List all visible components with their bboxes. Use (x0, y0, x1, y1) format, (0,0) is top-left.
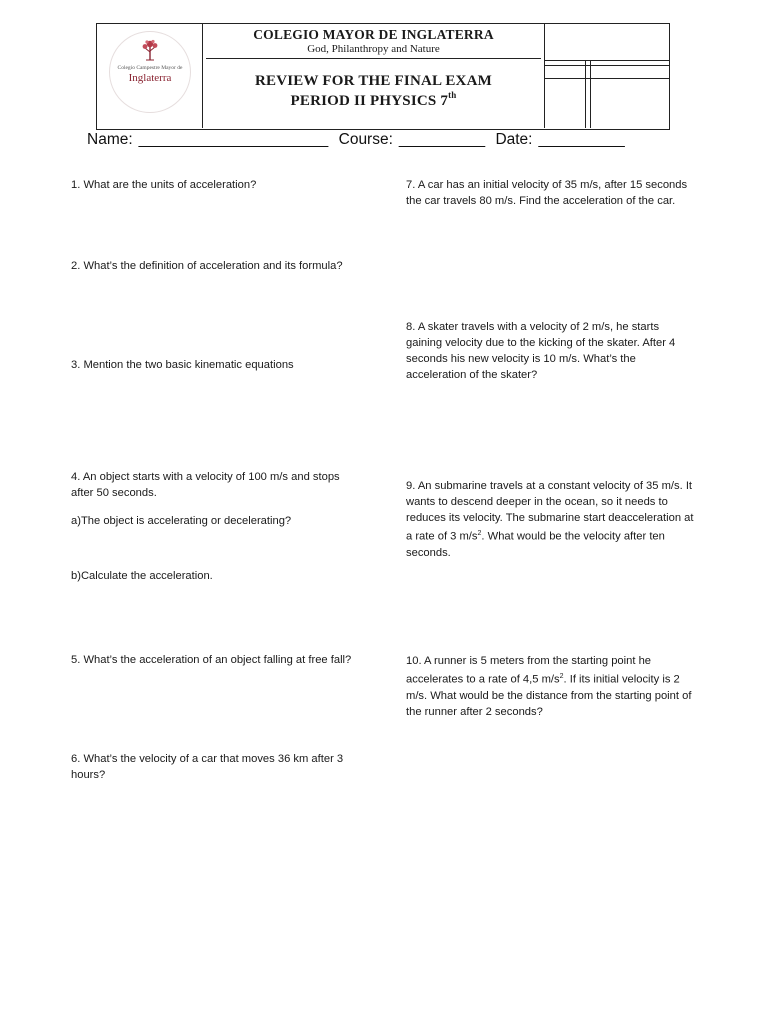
title-divider (206, 58, 541, 59)
header-table (96, 23, 670, 130)
tree-icon (138, 38, 162, 62)
question-9-text-a: 9. An submarine travels at a constant velocity of 35 m/s. It wants to descend deeper in the ocean, so it needs to reduces its velocity. The submarine start deacceleration at a rate of 3 m/s (406, 480, 694, 543)
course-field[interactable]: __________ (398, 131, 486, 148)
question-1: 1. What are the units of acceleration? (71, 179, 257, 191)
date-field[interactable]: __________ (538, 131, 625, 148)
question-10-text-b: . If its initial velocity is 2 m/s. What would be the distance from the starting point of the runner after 2 seconds? (406, 673, 692, 718)
question-4b: b)Calculate the acceleration. (71, 570, 213, 582)
question-4: 4. An object starts with a velocity of 100 m/s and stops after 50 seconds. (71, 471, 340, 499)
question-9 (406, 478, 698, 561)
school-motto: God, Philanthropy and Nature (307, 43, 440, 55)
review-title: REVIEW FOR THE FINAL EXAM (255, 73, 492, 89)
question-3: 3. Mention the two basic kinematic equations (71, 359, 294, 371)
question-4a: a)The object is accelerating or decelerating? (71, 515, 292, 527)
student-info-line (87, 131, 707, 149)
logo-small-text: Colegio Campestre Mayor de (117, 65, 183, 71)
grid-line (590, 60, 591, 128)
name-field[interactable]: ______________________ (138, 131, 329, 148)
course-label: Course: (338, 131, 393, 148)
question-9-text-b: . What would be the velocity after ten seconds. (406, 530, 665, 559)
question-5: 5. What’s the acceleration of an object falling at free fall? (71, 654, 352, 666)
question-10 (406, 653, 698, 720)
grid-line (545, 78, 669, 79)
grid-line (585, 60, 586, 128)
squared-superscript: 2 (477, 530, 482, 537)
question-8: 8. A skater travels with a velocity of 2 m/s, he starts gaining velocity due to the kicking of the skater. After 4 seconds his new velocity is 10 m/s. What’s the acceleration of the skater? (406, 321, 676, 381)
period-title (203, 91, 544, 110)
question-6: 6. What’s the velocity of a car that moves 36 km after 3 hours? (71, 753, 344, 781)
logo-cell (97, 24, 203, 128)
question-7: 7. A car has an initial velocity of 35 m/s, after 15 seconds the car travels 80 m/s. Find the acceleration of the car. (406, 179, 688, 207)
squared-superscript: 2 (559, 673, 564, 680)
logo-big-text: Inglaterra (128, 72, 172, 84)
school-name: COLEGIO MAYOR DE INGLATERRA (253, 27, 494, 42)
grid-line (545, 60, 669, 61)
school-logo (109, 31, 191, 113)
date-label: Date: (495, 131, 533, 148)
grading-grid (545, 24, 669, 128)
question-10-text-a: 10. A runner is 5 meters from the starting point he accelerates to a rate of 4,5 m/s (406, 655, 652, 686)
title-cell (203, 24, 545, 128)
period-title-text: PERIOD II PHYSICS 7 (290, 93, 449, 109)
name-label: Name: (87, 131, 133, 148)
period-title-superscript: th (448, 90, 457, 100)
question-2: 2. What’s the definition of acceleration and its formula? (71, 260, 343, 272)
grid-line (545, 65, 669, 66)
